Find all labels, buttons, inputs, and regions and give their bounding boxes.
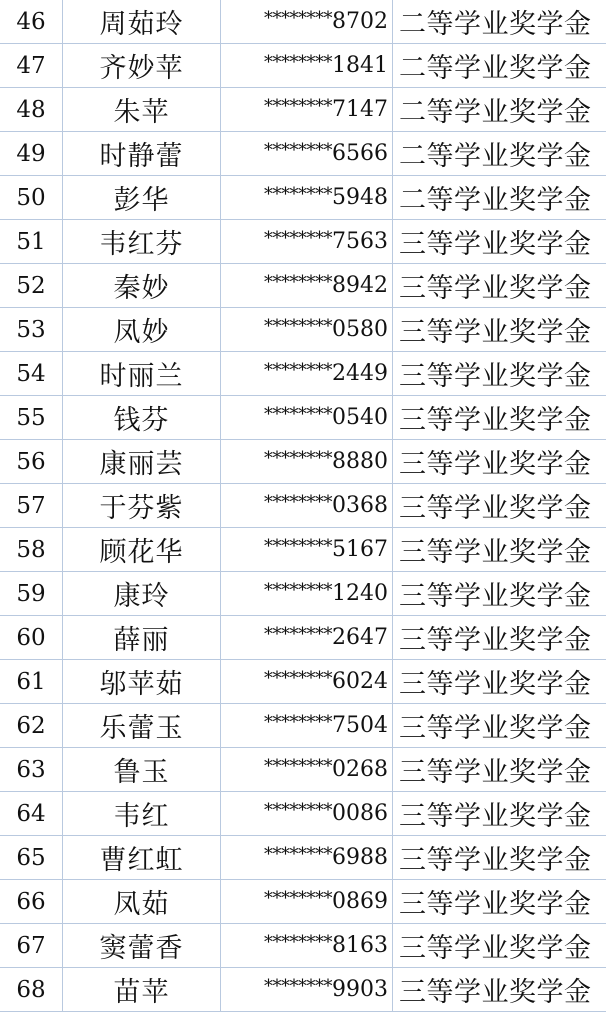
id-mask-asterisks: ******** bbox=[264, 756, 332, 777]
masked-id-cell bbox=[221, 264, 393, 308]
table-row bbox=[0, 264, 606, 308]
id-mask-asterisks: ******** bbox=[264, 580, 332, 601]
id-mask-asterisks: ******** bbox=[264, 404, 332, 425]
id-last-digits: 8702 bbox=[332, 9, 388, 34]
id-mask-asterisks: ******** bbox=[264, 184, 332, 205]
row-number-cell: 58 bbox=[0, 528, 63, 572]
student-name-cell: 时静蕾 bbox=[63, 132, 221, 176]
row-number-cell: 60 bbox=[0, 616, 63, 660]
award-level-cell: 三等学业奖学金 bbox=[393, 528, 606, 572]
id-mask-asterisks: ******** bbox=[264, 888, 332, 909]
student-name-cell: 周茹玲 bbox=[63, 0, 221, 44]
table-row bbox=[0, 748, 606, 792]
row-number-cell: 68 bbox=[0, 968, 63, 1012]
student-name-cell: 曹红虹 bbox=[63, 836, 221, 880]
award-level-cell: 三等学业奖学金 bbox=[393, 396, 606, 440]
masked-id-cell bbox=[221, 748, 393, 792]
table-row bbox=[0, 440, 606, 484]
table-row bbox=[0, 616, 606, 660]
masked-id-cell bbox=[221, 396, 393, 440]
masked-id-cell bbox=[221, 924, 393, 968]
id-last-digits: 5167 bbox=[332, 537, 388, 562]
id-last-digits: 7147 bbox=[332, 97, 388, 122]
id-last-digits: 8942 bbox=[332, 273, 388, 298]
student-name-cell: 康玲 bbox=[63, 572, 221, 616]
masked-id-cell bbox=[221, 704, 393, 748]
id-mask-asterisks: ******** bbox=[264, 844, 332, 865]
masked-id-cell bbox=[221, 616, 393, 660]
id-last-digits: 0086 bbox=[332, 801, 388, 826]
table-row bbox=[0, 396, 606, 440]
table-row bbox=[0, 352, 606, 396]
student-name-cell: 秦妙 bbox=[63, 264, 221, 308]
student-name-cell: 顾花华 bbox=[63, 528, 221, 572]
table-row bbox=[0, 572, 606, 616]
row-number-cell: 59 bbox=[0, 572, 63, 616]
row-number-cell: 55 bbox=[0, 396, 63, 440]
id-last-digits: 0268 bbox=[332, 757, 388, 782]
row-number-cell: 65 bbox=[0, 836, 63, 880]
masked-id-cell bbox=[221, 484, 393, 528]
table-row bbox=[0, 968, 606, 1012]
student-name-cell: 乐蕾玉 bbox=[63, 704, 221, 748]
student-name-cell: 凤茹 bbox=[63, 880, 221, 924]
id-mask-asterisks: ******** bbox=[264, 316, 332, 337]
masked-id-cell bbox=[221, 660, 393, 704]
id-last-digits: 5948 bbox=[332, 185, 388, 210]
masked-id-cell bbox=[221, 968, 393, 1012]
row-number-cell: 62 bbox=[0, 704, 63, 748]
student-name-cell: 韦红芬 bbox=[63, 220, 221, 264]
masked-id-cell bbox=[221, 176, 393, 220]
award-level-cell: 二等学业奖学金 bbox=[393, 176, 606, 220]
award-level-cell: 三等学业奖学金 bbox=[393, 484, 606, 528]
table-row bbox=[0, 220, 606, 264]
id-last-digits: 6024 bbox=[332, 669, 388, 694]
id-last-digits: 7504 bbox=[332, 713, 388, 738]
masked-id-cell bbox=[221, 528, 393, 572]
award-level-cell: 三等学业奖学金 bbox=[393, 924, 606, 968]
row-number-cell: 46 bbox=[0, 0, 63, 44]
table-row bbox=[0, 704, 606, 748]
id-last-digits: 2449 bbox=[332, 361, 388, 386]
id-mask-asterisks: ******** bbox=[264, 976, 332, 997]
student-name-cell: 时丽兰 bbox=[63, 352, 221, 396]
award-level-cell: 三等学业奖学金 bbox=[393, 660, 606, 704]
award-level-cell: 三等学业奖学金 bbox=[393, 968, 606, 1012]
table-row bbox=[0, 176, 606, 220]
award-level-cell: 三等学业奖学金 bbox=[393, 308, 606, 352]
student-name-cell: 于芬紫 bbox=[63, 484, 221, 528]
id-last-digits: 7563 bbox=[332, 229, 388, 254]
award-level-cell: 三等学业奖学金 bbox=[393, 220, 606, 264]
award-level-cell: 三等学业奖学金 bbox=[393, 880, 606, 924]
row-number-cell: 64 bbox=[0, 792, 63, 836]
table-row bbox=[0, 88, 606, 132]
id-mask-asterisks: ******** bbox=[264, 8, 332, 29]
id-last-digits: 0580 bbox=[332, 317, 388, 342]
row-number-cell: 67 bbox=[0, 924, 63, 968]
id-mask-asterisks: ******** bbox=[264, 492, 332, 513]
row-number-cell: 66 bbox=[0, 880, 63, 924]
row-number-cell: 53 bbox=[0, 308, 63, 352]
id-mask-asterisks: ******** bbox=[264, 140, 332, 161]
id-last-digits: 9903 bbox=[332, 977, 388, 1002]
row-number-cell: 50 bbox=[0, 176, 63, 220]
id-last-digits: 0869 bbox=[332, 889, 388, 914]
id-last-digits: 0540 bbox=[332, 405, 388, 430]
award-level-cell: 三等学业奖学金 bbox=[393, 616, 606, 660]
student-name-cell: 康丽芸 bbox=[63, 440, 221, 484]
id-mask-asterisks: ******** bbox=[264, 800, 332, 821]
row-number-cell: 56 bbox=[0, 440, 63, 484]
id-mask-asterisks: ******** bbox=[264, 624, 332, 645]
row-number-cell: 51 bbox=[0, 220, 63, 264]
id-mask-asterisks: ******** bbox=[264, 932, 332, 953]
student-name-cell: 窦蕾香 bbox=[63, 924, 221, 968]
student-name-cell: 邬苹茹 bbox=[63, 660, 221, 704]
masked-id-cell bbox=[221, 220, 393, 264]
id-mask-asterisks: ******** bbox=[264, 272, 332, 293]
row-number-cell: 52 bbox=[0, 264, 63, 308]
masked-id-cell bbox=[221, 352, 393, 396]
award-level-cell: 三等学业奖学金 bbox=[393, 440, 606, 484]
masked-id-cell bbox=[221, 440, 393, 484]
id-mask-asterisks: ******** bbox=[264, 360, 332, 381]
student-name-cell: 齐妙苹 bbox=[63, 44, 221, 88]
student-name-cell: 韦红 bbox=[63, 792, 221, 836]
award-level-cell: 二等学业奖学金 bbox=[393, 0, 606, 44]
row-number-cell: 48 bbox=[0, 88, 63, 132]
id-last-digits: 8163 bbox=[332, 933, 388, 958]
row-number-cell: 49 bbox=[0, 132, 63, 176]
award-level-cell: 二等学业奖学金 bbox=[393, 88, 606, 132]
id-mask-asterisks: ******** bbox=[264, 52, 332, 73]
award-level-cell: 二等学业奖学金 bbox=[393, 44, 606, 88]
id-mask-asterisks: ******** bbox=[264, 712, 332, 733]
table-row bbox=[0, 44, 606, 88]
student-name-cell: 朱苹 bbox=[63, 88, 221, 132]
id-last-digits: 8880 bbox=[332, 449, 388, 474]
id-mask-asterisks: ******** bbox=[264, 96, 332, 117]
id-mask-asterisks: ******** bbox=[264, 228, 332, 249]
masked-id-cell bbox=[221, 132, 393, 176]
award-level-cell: 三等学业奖学金 bbox=[393, 748, 606, 792]
student-name-cell: 薛丽 bbox=[63, 616, 221, 660]
award-level-cell: 三等学业奖学金 bbox=[393, 704, 606, 748]
id-mask-asterisks: ******** bbox=[264, 668, 332, 689]
award-level-cell: 三等学业奖学金 bbox=[393, 792, 606, 836]
table-row bbox=[0, 528, 606, 572]
award-level-cell: 三等学业奖学金 bbox=[393, 572, 606, 616]
table-row bbox=[0, 0, 606, 44]
id-last-digits: 0368 bbox=[332, 493, 388, 518]
row-number-cell: 57 bbox=[0, 484, 63, 528]
id-last-digits: 1841 bbox=[332, 53, 388, 78]
table-row bbox=[0, 308, 606, 352]
masked-id-cell bbox=[221, 88, 393, 132]
student-name-cell: 彭华 bbox=[63, 176, 221, 220]
table-row bbox=[0, 132, 606, 176]
masked-id-cell bbox=[221, 880, 393, 924]
award-level-cell: 三等学业奖学金 bbox=[393, 352, 606, 396]
id-last-digits: 1240 bbox=[332, 581, 388, 606]
table-row bbox=[0, 924, 606, 968]
masked-id-cell bbox=[221, 792, 393, 836]
row-number-cell: 47 bbox=[0, 44, 63, 88]
table-row bbox=[0, 792, 606, 836]
student-name-cell: 钱芬 bbox=[63, 396, 221, 440]
table-row bbox=[0, 660, 606, 704]
row-number-cell: 61 bbox=[0, 660, 63, 704]
id-mask-asterisks: ******** bbox=[264, 448, 332, 469]
student-name-cell: 凤妙 bbox=[63, 308, 221, 352]
masked-id-cell bbox=[221, 0, 393, 44]
masked-id-cell bbox=[221, 836, 393, 880]
row-number-cell: 54 bbox=[0, 352, 63, 396]
award-level-cell: 三等学业奖学金 bbox=[393, 264, 606, 308]
student-name-cell: 苗苹 bbox=[63, 968, 221, 1012]
award-level-cell: 三等学业奖学金 bbox=[393, 836, 606, 880]
table-row bbox=[0, 880, 606, 924]
award-level-cell: 二等学业奖学金 bbox=[393, 132, 606, 176]
masked-id-cell bbox=[221, 308, 393, 352]
id-mask-asterisks: ******** bbox=[264, 536, 332, 557]
masked-id-cell bbox=[221, 572, 393, 616]
masked-id-cell bbox=[221, 44, 393, 88]
table-row bbox=[0, 836, 606, 880]
table-row bbox=[0, 484, 606, 528]
id-last-digits: 6566 bbox=[332, 141, 388, 166]
id-last-digits: 6988 bbox=[332, 845, 388, 870]
id-last-digits: 2647 bbox=[332, 625, 388, 650]
row-number-cell: 63 bbox=[0, 748, 63, 792]
student-name-cell: 鲁玉 bbox=[63, 748, 221, 792]
